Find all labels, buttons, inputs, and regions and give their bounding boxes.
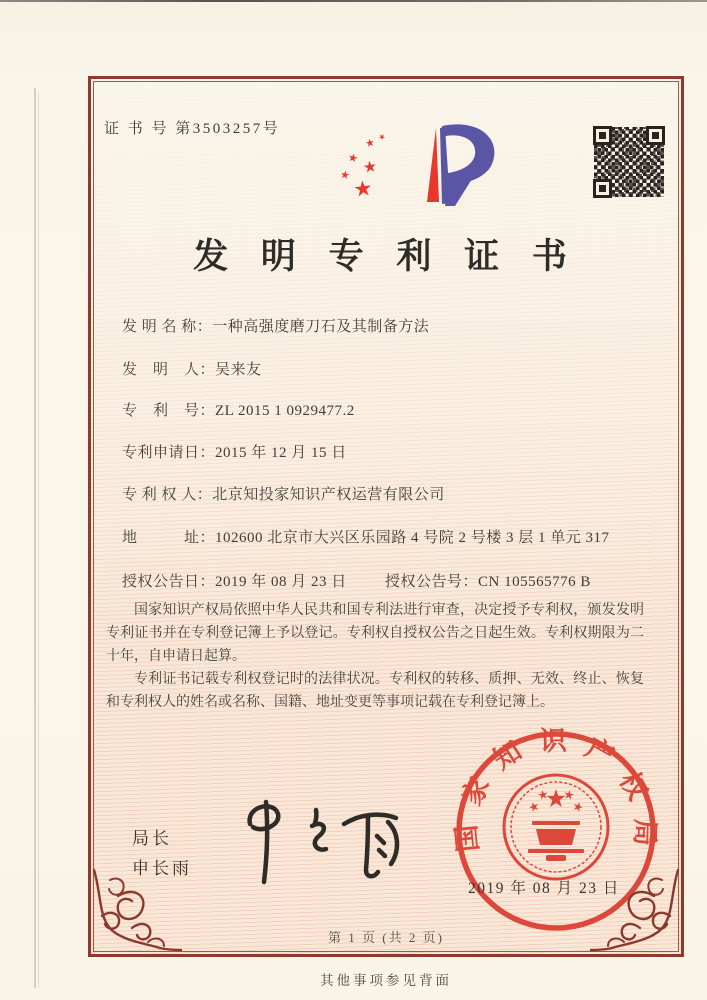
scan-edge-left-2 xyxy=(38,92,39,988)
signer-name: 申长雨 xyxy=(132,859,192,878)
field-address xyxy=(122,526,610,547)
field-label: 专 利 号： xyxy=(122,403,216,419)
field-label: 地 址： xyxy=(122,530,216,546)
field-inventor xyxy=(122,358,262,379)
field-value: CN 105565776 B xyxy=(478,574,591,590)
field-label: 发 明 人： xyxy=(122,362,216,378)
field-value: 一种高强度磨刀石及其制备方法 xyxy=(212,319,430,335)
page-indicator: 第 1 页 (共 2 页) xyxy=(328,930,444,945)
certificate-number: 证 书 号 第3503257号 xyxy=(104,121,281,137)
signer-title: 局长 xyxy=(132,829,172,848)
field-filing-date xyxy=(122,441,347,462)
legal-paragraph-1: 国家知识产权局依照中华人民共和国专利法进行审查，决定授予专利权，颁发发明专利证书并在专利登记簿上予以登记。专利权自授权公告之日起生效。专利权期限为二十年，自申请日起算。 xyxy=(106,603,644,664)
legal-paragraph-2: 专利证书记载专利权登记时的法律状况。专利权的转移、质押、无效、终止、恢复和专利权人的姓名或名称、国籍、地址变更等事项记载在专利登记簿上。 xyxy=(106,672,644,710)
field-value: 2015 年 12 月 15 日 xyxy=(215,445,347,461)
field-label: 发 明 名 称： xyxy=(122,319,213,335)
field-patent-number xyxy=(122,399,355,420)
qr-code-icon xyxy=(594,127,664,197)
field-value: 北京知投家知识产权运营有限公司 xyxy=(212,487,445,503)
seal-date: 2019 年 08 月 23 日 xyxy=(468,880,620,897)
scan-edge-top xyxy=(0,0,707,2)
seal-ring-text: 国家知识产权局 xyxy=(451,725,661,854)
national-emblem-icon xyxy=(504,775,608,879)
cnipa-patent-logo-icon xyxy=(330,118,505,210)
field-value: 102600 北京市大兴区乐园路 4 号院 2 号楼 3 层 1 单元 317 xyxy=(215,530,610,546)
field-value: ZL 2015 1 0929477.2 xyxy=(215,403,355,419)
handwritten-signature-icon xyxy=(228,792,408,887)
qr-finder-icon xyxy=(593,126,612,145)
field-label: 专利申请日： xyxy=(122,445,216,461)
field-value: 2019 年 08 月 23 日 xyxy=(215,574,347,590)
field-invention-name xyxy=(122,315,429,336)
back-side-note: 其他事项参见背面 xyxy=(320,973,452,988)
scan-edge-left xyxy=(34,88,36,988)
qr-finder-icon xyxy=(593,179,612,198)
field-grant-number xyxy=(385,570,591,591)
qr-finder-icon xyxy=(646,126,665,145)
field-label: 授权公告号： xyxy=(385,574,479,590)
field-label: 专 利 权 人： xyxy=(122,487,213,503)
field-patentee xyxy=(122,483,445,504)
field-value: 吴来友 xyxy=(215,362,262,378)
field-label: 授权公告日： xyxy=(122,574,216,590)
certificate-title: 发 明 专 利 证 书 xyxy=(193,237,579,276)
field-grant-date xyxy=(122,570,347,591)
legal-text xyxy=(106,599,644,714)
